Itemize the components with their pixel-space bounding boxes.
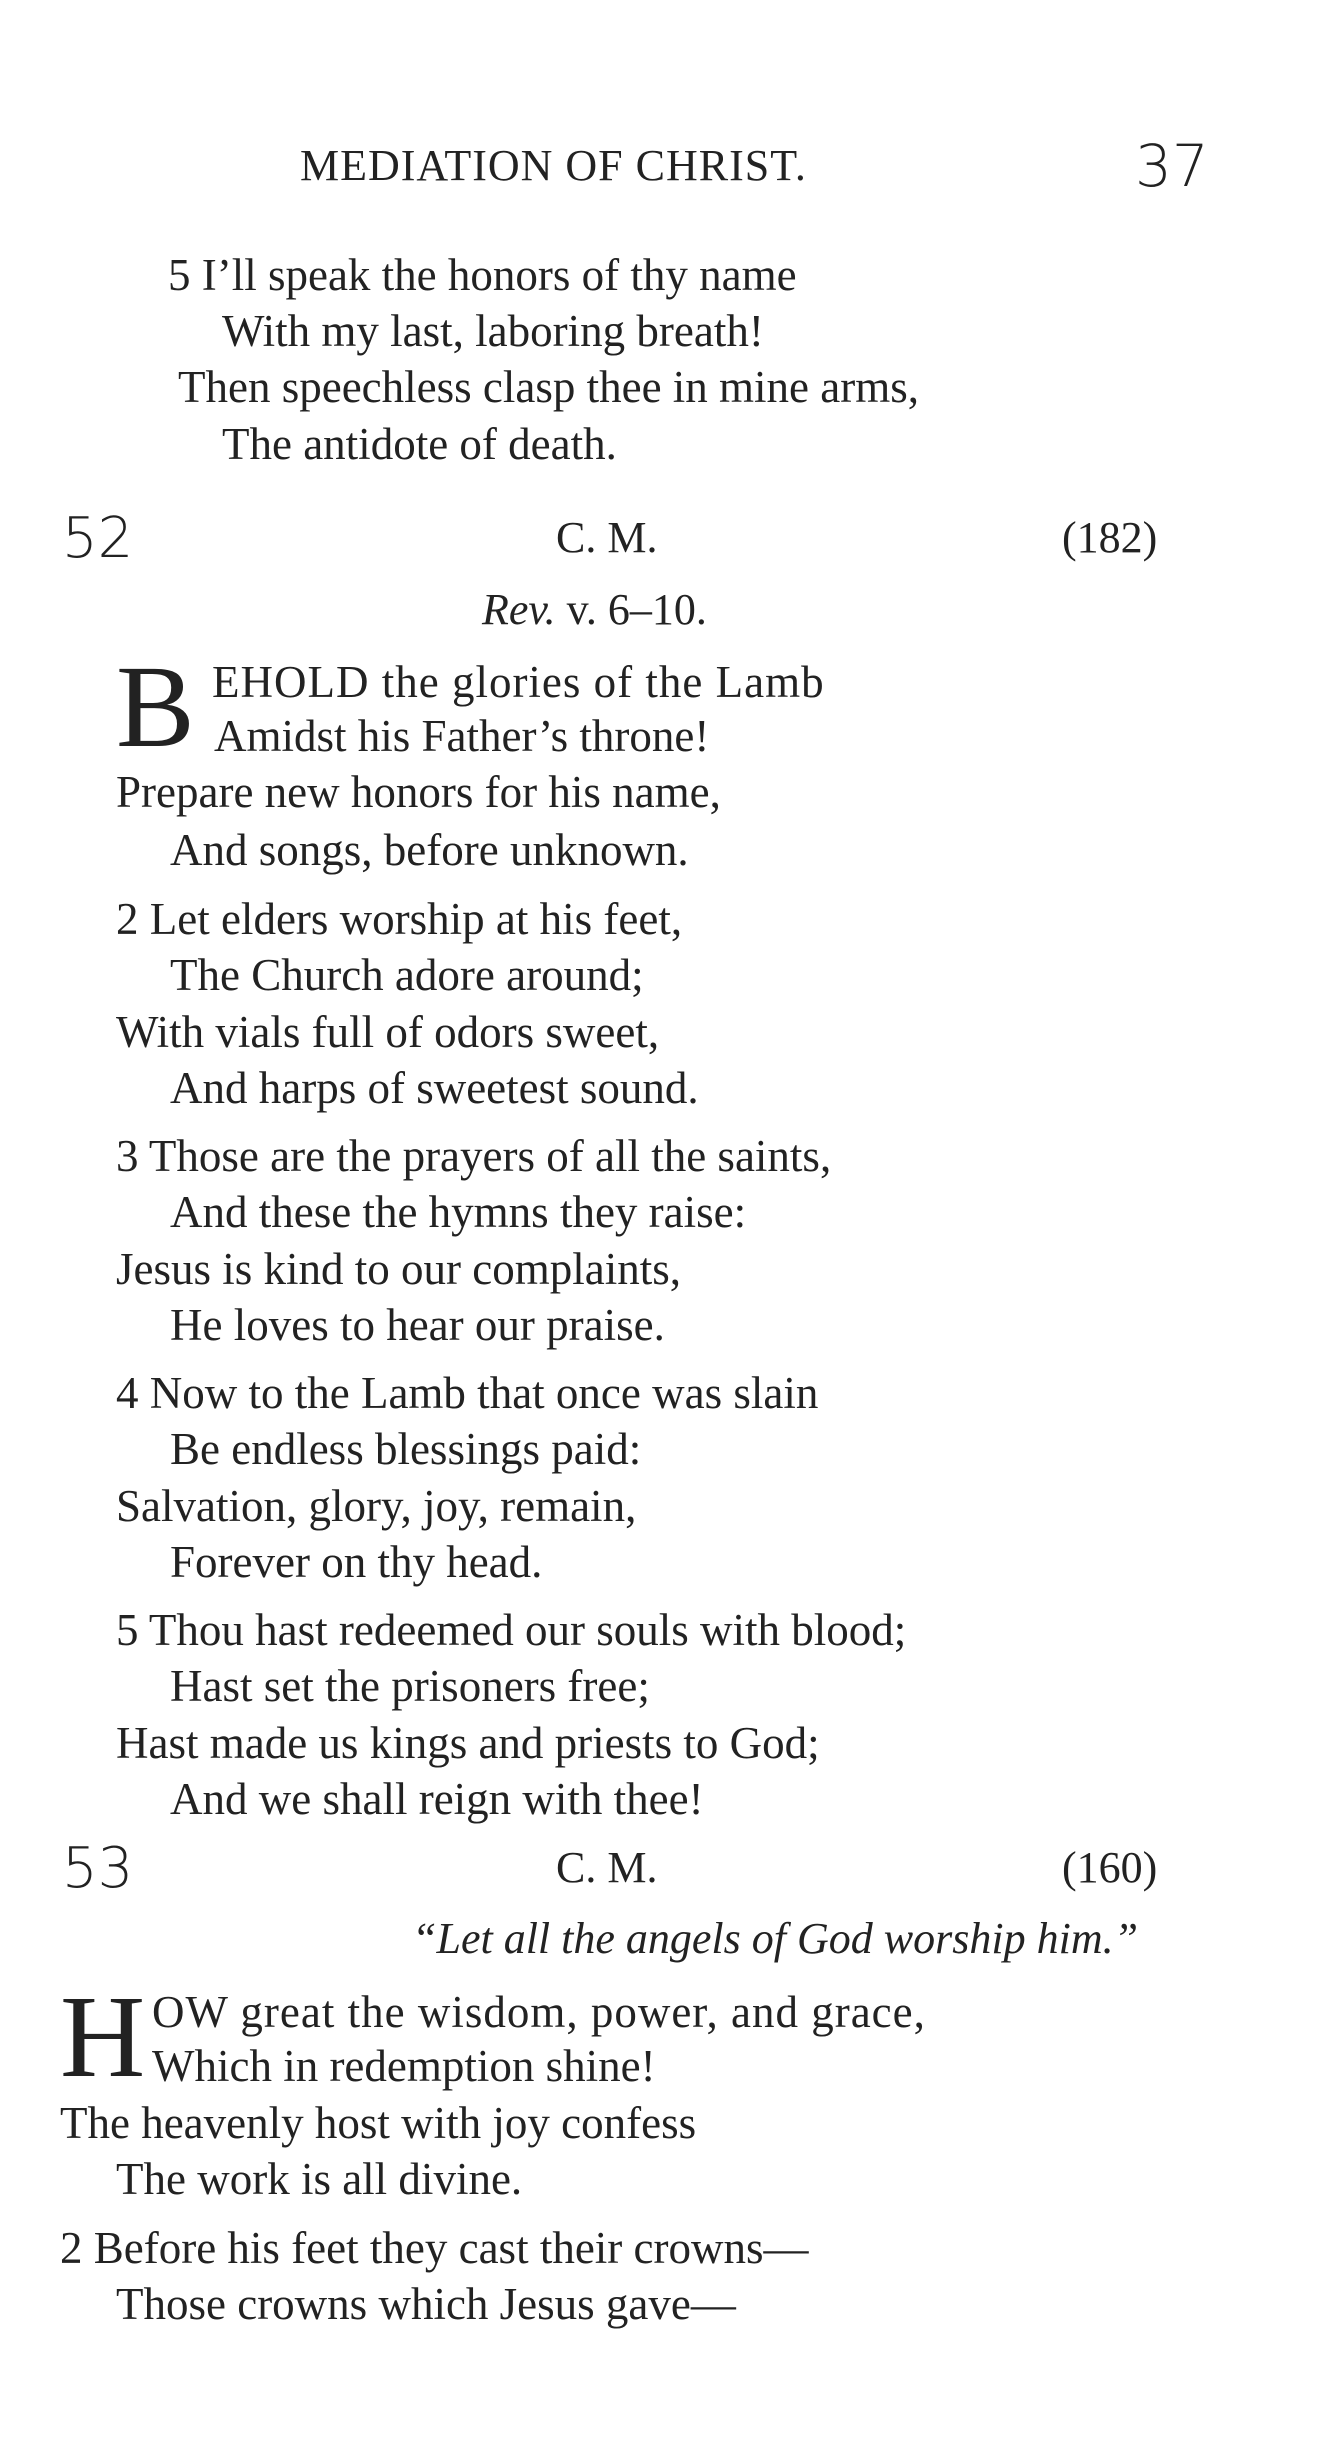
verse-line: 3 Those are the prayers of all the saints, bbox=[116, 1131, 832, 1181]
hymn-meter: C. M. bbox=[556, 513, 658, 562]
verse-line: Salvation, glory, joy, remain, bbox=[116, 1481, 637, 1531]
epigraph: “Let all the angels of God worship him.” bbox=[412, 1914, 1139, 1963]
scripture-verses: v. 6–10. bbox=[566, 585, 707, 634]
verse-line: Hast set the prisoners free; bbox=[170, 1661, 650, 1711]
scripture-reference bbox=[482, 584, 707, 635]
verse-line: Then speechless clasp thee in mine arms, bbox=[178, 362, 920, 412]
verse-line: 4 Now to the Lamb that once was slain bbox=[116, 1368, 819, 1418]
verse-line: Forever on thy head. bbox=[170, 1537, 543, 1587]
running-head: MEDIATION OF CHRIST. bbox=[300, 141, 807, 190]
verse-line: Prepare new honors for his name, bbox=[116, 767, 721, 817]
verse-line: And harps of sweetest sound. bbox=[170, 1063, 699, 1113]
hymn-number: 52 bbox=[62, 506, 134, 571]
verse-line: Be endless blessings paid: bbox=[170, 1424, 642, 1474]
scripture-book: Rev. bbox=[482, 585, 556, 634]
verse-line: With vials full of odors sweet, bbox=[116, 1007, 660, 1057]
verse-line: He loves to hear our praise. bbox=[170, 1300, 665, 1350]
verse-line: And these the hymns they raise: bbox=[170, 1187, 747, 1237]
verse-line: 2 Before his feet they cast their crowns— bbox=[60, 2223, 809, 2273]
verse-line: Those crowns which Jesus gave— bbox=[116, 2279, 736, 2329]
page-number: 37 bbox=[1135, 132, 1209, 200]
verse-line: The work is all divine. bbox=[116, 2154, 523, 2204]
verse-line: Amidst his Father’s throne! bbox=[214, 711, 710, 761]
verse-line: And songs, before unknown. bbox=[170, 825, 689, 875]
verse-line: 2 Let elders worship at his feet, bbox=[116, 894, 683, 944]
verse-line: OW great the wisdom, power, and grace, bbox=[152, 1987, 926, 2037]
verse-line: EHOLD the glories of the Lamb bbox=[212, 657, 825, 707]
drop-cap: H bbox=[60, 1971, 146, 2102]
hymn-meter: C. M. bbox=[556, 1843, 658, 1892]
verse-line: The Church adore around; bbox=[170, 950, 644, 1000]
verse-line: Jesus is kind to our complaints, bbox=[116, 1244, 681, 1294]
hymn-number: 53 bbox=[62, 1836, 134, 1901]
verse-line: Which in redemption shine! bbox=[152, 2041, 656, 2091]
verse-line: And we shall reign with thee! bbox=[170, 1774, 704, 1824]
verse-line: The antidote of death. bbox=[222, 419, 617, 469]
tune-number: (182) bbox=[1062, 513, 1158, 562]
verse-line: The heavenly host with joy confess bbox=[60, 2098, 697, 2148]
verse-line: With my last, laboring breath! bbox=[222, 306, 764, 356]
verse-line: 5 I’ll speak the honors of thy name bbox=[168, 250, 797, 300]
verse-line: 5 Thou hast redeemed our souls with blood; bbox=[116, 1605, 907, 1655]
verse-line: Hast made us kings and priests to God; bbox=[116, 1718, 820, 1768]
drop-cap: B bbox=[116, 641, 195, 772]
tune-number: (160) bbox=[1062, 1843, 1158, 1892]
